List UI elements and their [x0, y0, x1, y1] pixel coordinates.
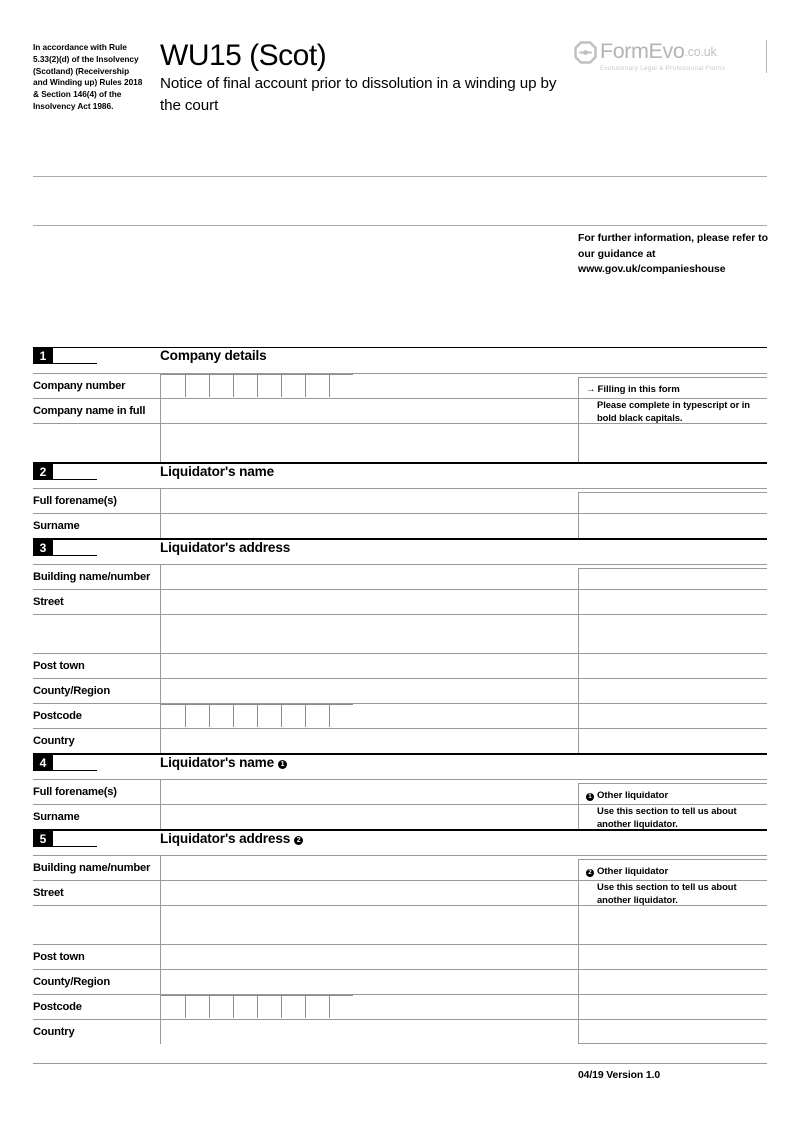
text-input-field[interactable] [160, 856, 578, 880]
character-box[interactable] [209, 995, 233, 1018]
sidebar-note-title [586, 865, 759, 879]
character-box[interactable] [185, 704, 209, 727]
form-subtitle: Notice of final account prior to dissolution in a winding up by the court [160, 75, 557, 114]
field-label: Company number [33, 380, 126, 392]
character-box-field[interactable] [160, 995, 578, 1019]
field-label: Post town [33, 660, 85, 672]
character-box[interactable] [281, 374, 305, 397]
section-number-rule [53, 846, 97, 847]
character-box[interactable] [281, 704, 305, 727]
character-box[interactable] [257, 374, 281, 397]
header-divider-top [33, 176, 767, 177]
character-box[interactable] [329, 704, 353, 727]
sidebar-note [578, 377, 767, 462]
field-label: Building name/number [33, 571, 151, 583]
field-label: Post town [33, 951, 85, 963]
arrow-right-icon: → [586, 384, 596, 395]
section-number-badge: 4 [33, 755, 53, 771]
field-label: County/Region [33, 976, 110, 988]
text-input-field[interactable] [160, 399, 578, 423]
sidebar-note [578, 859, 767, 1044]
section-title [160, 831, 303, 846]
footnote-marker-2: 2 [294, 836, 303, 845]
title-block [160, 40, 570, 117]
footer-divider [33, 1063, 767, 1064]
field-label: Street [33, 887, 64, 899]
field-label: Surname [33, 520, 80, 532]
logo-tagline: Evolutionary Legal & Professional Forms [600, 65, 726, 72]
text-input-field[interactable] [160, 729, 578, 753]
section-title-text: Liquidator's address [160, 831, 291, 846]
character-boxes [161, 704, 353, 727]
section-1 [33, 347, 767, 462]
field-label: Full forename(s) [33, 495, 117, 507]
formevo-hexagon-icon [574, 41, 597, 64]
section-number-badge: 5 [33, 831, 53, 847]
field-label: Postcode [33, 710, 82, 722]
section-5 [33, 829, 767, 1044]
section-title-text: Liquidator's address [160, 540, 291, 555]
text-input-field[interactable] [160, 805, 578, 829]
footer-version: 04/19 Version 1.0 [578, 1070, 661, 1081]
field-label: Full forename(s) [33, 786, 117, 798]
form-code: WU15 (Scot) [160, 39, 327, 72]
character-box[interactable] [257, 704, 281, 727]
section-title [160, 540, 290, 555]
text-input-field[interactable] [160, 881, 578, 905]
sidebar-note-title [586, 383, 759, 397]
logo-tld: .co.uk [684, 45, 717, 59]
character-box[interactable] [281, 995, 305, 1018]
footnote-marker-1: 1 [586, 793, 594, 801]
guidance-note: For further information, please refer to our guidance at www.gov.uk/companieshouse [578, 232, 768, 276]
sidebar-note-body: Use this section to tell us about another liquidator. [597, 880, 737, 905]
section-title [160, 464, 274, 479]
field-label: Surname [33, 811, 80, 823]
character-box[interactable] [233, 995, 257, 1018]
footnote-marker-1: 1 [278, 760, 287, 769]
character-box[interactable] [329, 374, 353, 397]
text-input-field[interactable] [160, 654, 578, 678]
text-input-field[interactable] [160, 780, 578, 804]
field-label: Country [33, 1026, 75, 1038]
character-box[interactable] [209, 704, 233, 727]
sidebar-note-title-text: Filling in this form [597, 384, 680, 395]
character-box[interactable] [233, 374, 257, 397]
text-input-field[interactable] [160, 424, 578, 462]
character-box[interactable] [185, 995, 209, 1018]
character-box-field[interactable] [160, 704, 578, 728]
field-label: Company name in full [33, 405, 146, 417]
formevo-logo [574, 40, 767, 73]
text-input-field[interactable] [160, 489, 578, 513]
section-title [160, 755, 287, 770]
sidebar-note [578, 783, 767, 829]
section-sidebar [578, 347, 767, 462]
text-input-field[interactable] [160, 590, 578, 614]
section-number-badge: 3 [33, 540, 53, 556]
text-input-field[interactable] [160, 615, 578, 653]
sidebar-note-title-text: Other liquidator [597, 866, 669, 877]
character-boxes [161, 374, 353, 397]
form-sections [33, 347, 767, 1044]
field-label: Street [33, 596, 64, 608]
section-title-text: Company details [160, 348, 267, 363]
field-label: Postcode [33, 1001, 82, 1013]
logo-wordmark: FormEvo [600, 39, 685, 64]
character-box[interactable] [305, 374, 329, 397]
character-box[interactable] [161, 995, 185, 1018]
section-2 [33, 462, 767, 538]
sidebar-note-title [586, 789, 759, 803]
header-divider-bottom [33, 225, 767, 226]
character-box[interactable] [305, 704, 329, 727]
character-box[interactable] [329, 995, 353, 1018]
text-input-field[interactable] [160, 514, 578, 538]
text-input-field[interactable] [160, 565, 578, 589]
footnote-marker-2: 2 [586, 869, 594, 877]
character-box[interactable] [257, 995, 281, 1018]
character-box[interactable] [305, 995, 329, 1018]
field-label [33, 424, 160, 462]
character-box-field[interactable] [160, 374, 578, 398]
sidebar-note [578, 568, 767, 753]
text-input-field[interactable] [160, 1020, 578, 1044]
field-label: County/Region [33, 685, 110, 697]
section-sidebar [578, 753, 767, 829]
section-number-rule [53, 555, 97, 556]
section-title-text: Liquidator's name [160, 755, 274, 770]
field-label [33, 906, 160, 944]
section-sidebar [578, 829, 767, 1044]
text-input-field[interactable] [160, 945, 578, 969]
field-label [33, 615, 160, 653]
character-box[interactable] [161, 704, 185, 727]
section-number-rule [53, 770, 97, 771]
legal-reference-text: In accordance with Rule 5.33(2)(d) of the Insolvency (Scotland) (Receivership and Winding up) Rules 2018 & Section 146(4) of the Insolvency Act 1986. [33, 42, 143, 111]
section-sidebar [578, 462, 767, 538]
section-number-badge: 2 [33, 464, 53, 480]
field-label: Country [33, 735, 75, 747]
text-input-field[interactable] [160, 970, 578, 994]
section-number-rule [53, 363, 97, 364]
field-label: Building name/number [33, 862, 151, 874]
text-input-field[interactable] [160, 906, 578, 944]
sidebar-note-body: Please complete in typescript or in bold black capitals. [597, 398, 750, 423]
section-number-badge: 1 [33, 348, 53, 364]
character-box[interactable] [185, 374, 209, 397]
character-boxes [161, 995, 353, 1018]
section-4 [33, 753, 767, 829]
section-title-text: Liquidator's name [160, 464, 274, 479]
section-number-rule [53, 479, 97, 480]
section-title [160, 348, 267, 363]
sidebar-note-body: Use this section to tell us about another liquidator. [597, 804, 737, 829]
character-box[interactable] [161, 374, 185, 397]
text-input-field[interactable] [160, 679, 578, 703]
character-box[interactable] [209, 374, 233, 397]
sidebar-note [578, 492, 767, 538]
section-sidebar [578, 538, 767, 753]
section-3 [33, 538, 767, 753]
sidebar-note-title-text: Other liquidator [597, 790, 669, 801]
character-box[interactable] [233, 704, 257, 727]
